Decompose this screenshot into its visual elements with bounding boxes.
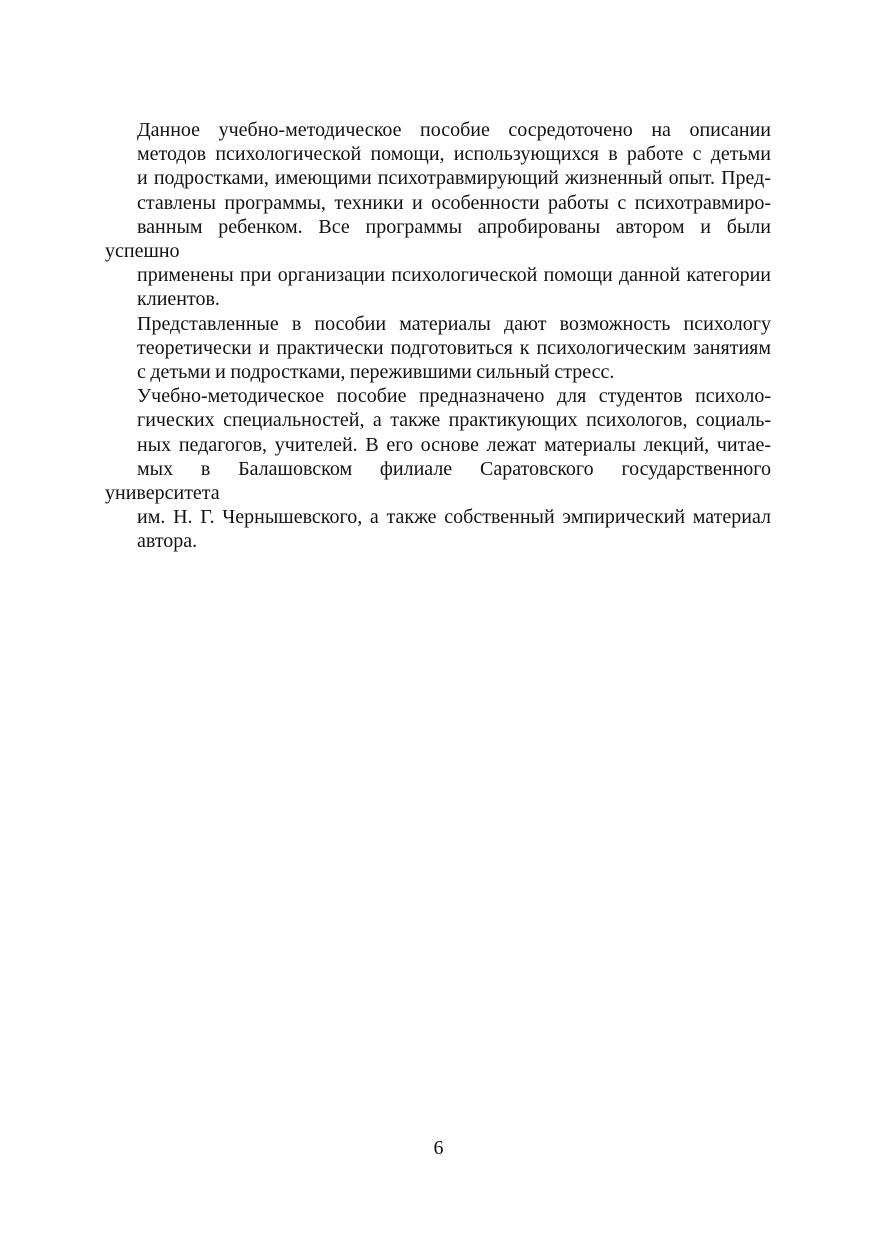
text-line: клиентов. xyxy=(137,288,220,311)
text-line: Учебно-методическое пособие предназначено для студентов психоло- xyxy=(137,385,771,408)
text-line: методов психологической помощи, использующихся в работе с детьми xyxy=(137,143,771,166)
paragraph-1 xyxy=(105,118,771,312)
text-line: Данное учебно-методическое пособие сосредоточено на описании xyxy=(137,119,771,141)
text-line: гических специальностей, а также практикующих психологов, социаль- xyxy=(137,409,771,432)
text-line: ставлены программы, техники и особенности работы с психотравмиро- xyxy=(137,191,771,214)
text-line: с детьми и подростками, пережившими сильный стресс. xyxy=(137,361,615,384)
body-text xyxy=(105,118,771,554)
text-line: ванным ребенком. Все программы апробированы автором и были успешно xyxy=(105,215,771,263)
text-line: ных педагогов, учителей. В его основе лежат материалы лекций, читае- xyxy=(137,433,771,456)
text-line: теоретически и практически подготовиться к психологическим занятиям xyxy=(137,336,771,359)
text-line: автора. xyxy=(137,530,198,553)
paragraph-2 xyxy=(105,312,771,385)
paragraph-3 xyxy=(105,384,771,553)
page-number: 6 xyxy=(433,1137,444,1159)
text-line: им. Н. Г. Чернышевского, а также собственный эмпирический материал xyxy=(137,506,771,529)
text-line: Представленные в пособии материалы дают возможность психологу xyxy=(137,312,771,335)
text-line: мых в Балашовском филиале Саратовского государственного университета xyxy=(105,457,771,505)
text-line: и подростками, имеющими психотравмирующий жизненный опыт. Пред- xyxy=(137,167,771,190)
text-line: применены при организации психологической помощи данной категории xyxy=(137,264,771,287)
